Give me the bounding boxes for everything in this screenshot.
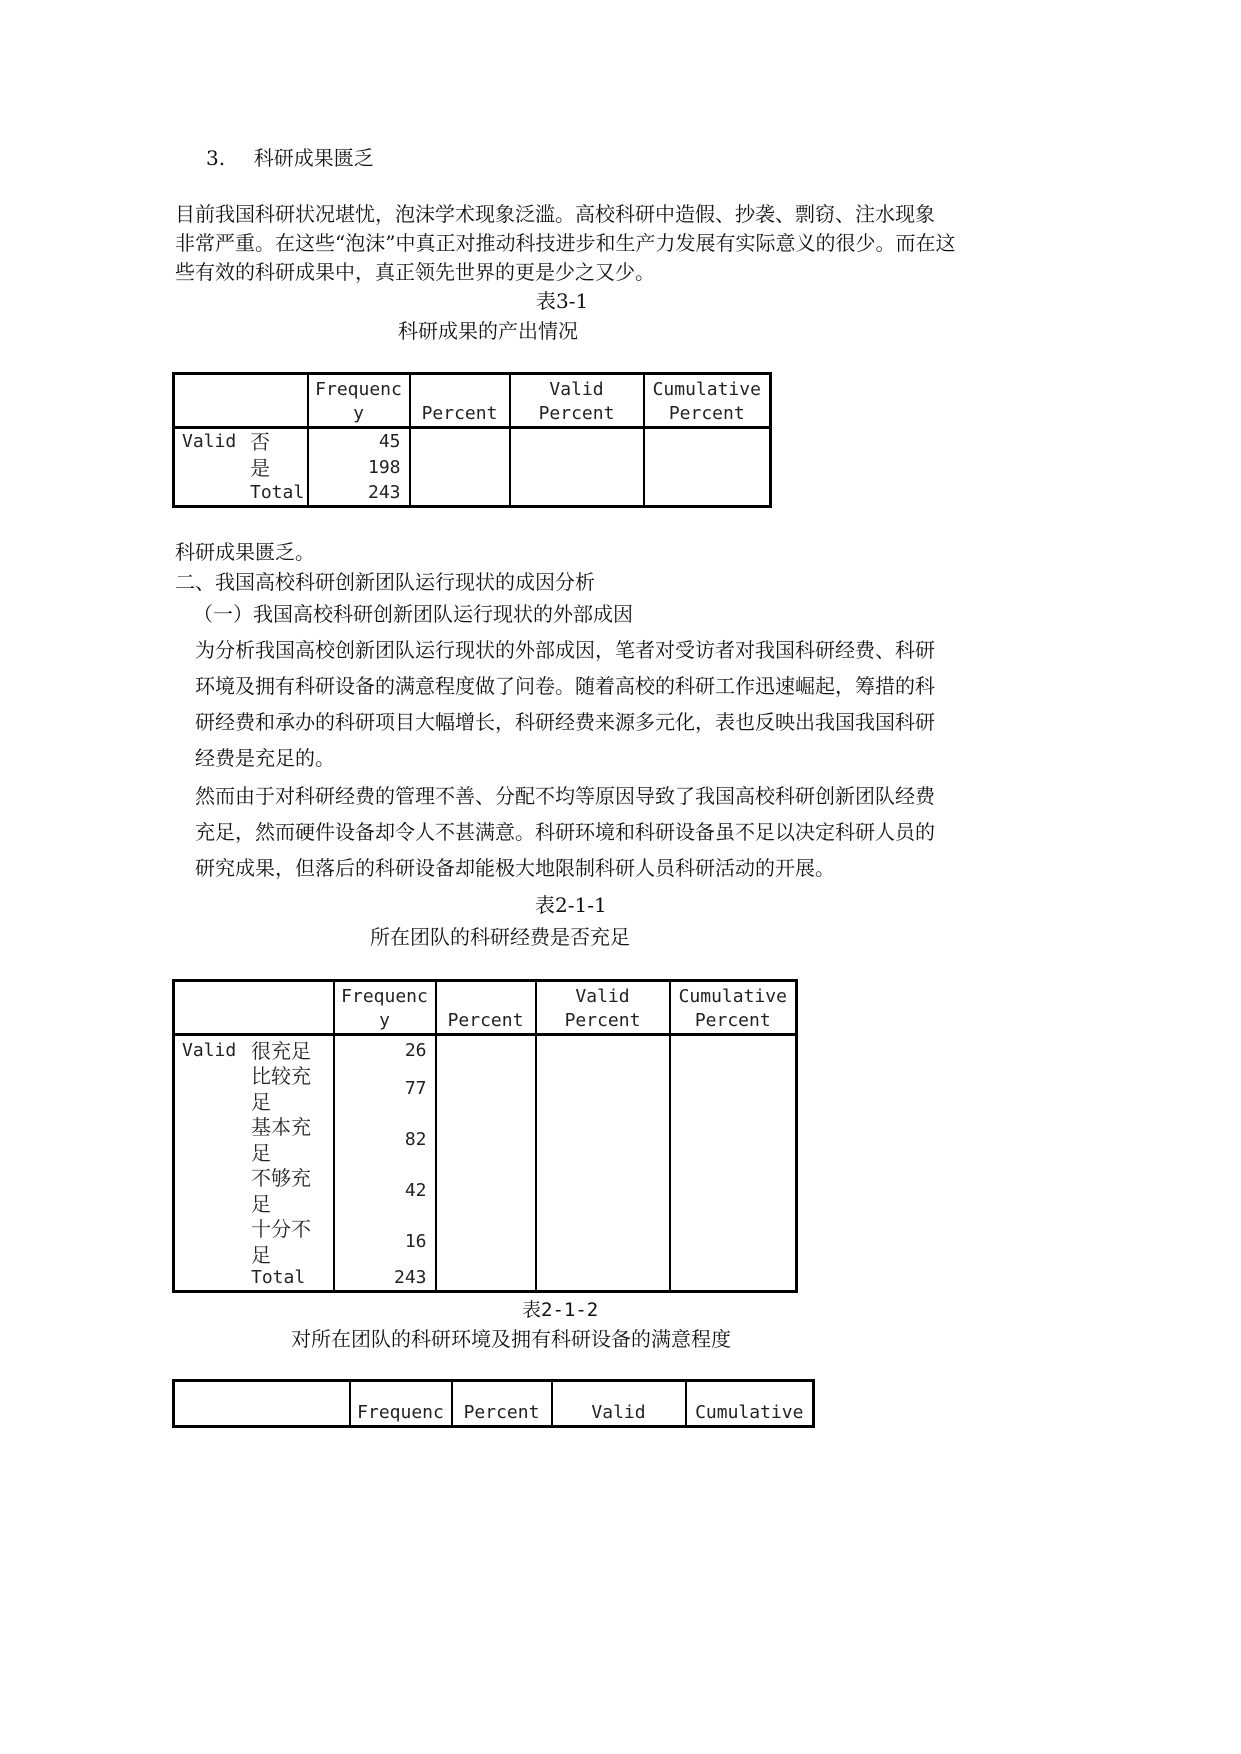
percent-values bbox=[436, 1035, 536, 1292]
freq-value: 77 bbox=[404, 1078, 427, 1099]
group-label: Valid bbox=[182, 431, 237, 452]
table-header-row bbox=[174, 981, 797, 1035]
header-valid-percent: Valid Percent bbox=[536, 981, 670, 1035]
table-number: 表2-1-1 bbox=[535, 893, 607, 917]
percent-values bbox=[410, 428, 510, 507]
row-label: 否 bbox=[250, 430, 270, 454]
valid-percent-values bbox=[510, 428, 644, 507]
header-valid-percent: Valid bbox=[552, 1381, 686, 1427]
row-label: 足 bbox=[251, 1243, 271, 1267]
freq-value: 26 bbox=[404, 1040, 427, 1061]
frequency-table bbox=[172, 1379, 815, 1428]
cumulative-values bbox=[644, 428, 771, 507]
group-label: Valid bbox=[182, 1040, 237, 1061]
table-caption: 所在团队的科研经费是否充足 bbox=[370, 925, 630, 949]
row-label: 很充足 bbox=[251, 1039, 311, 1063]
header-frequency: Frequenc bbox=[350, 1381, 452, 1427]
row-label: 基本充 bbox=[251, 1115, 311, 1139]
paragraph-line: 经费是充足的。 bbox=[195, 746, 335, 770]
paragraph-line: 非常严重。在这些“泡沫”中真正对推动科技进步和生产力发展有实际意义的很少。而在这 bbox=[175, 231, 956, 255]
row-label: 足 bbox=[251, 1090, 271, 1114]
freq-values: 45 198 243 bbox=[308, 428, 410, 507]
row-labels bbox=[174, 428, 308, 507]
freq-values bbox=[334, 1035, 436, 1292]
paragraph-line: 研经费和承办的科研项目大幅增长，科研经费来源多元化，表也反映出我国我国科研 bbox=[195, 710, 935, 734]
freq-value: 16 bbox=[404, 1231, 427, 1252]
valid-percent-values bbox=[536, 1035, 670, 1292]
freq-value: 243 bbox=[393, 1267, 427, 1288]
paragraph-line: 环境及拥有科研设备的满意程度做了问卷。随着高校的科研工作迅速崛起，筹措的科 bbox=[195, 674, 935, 698]
paragraph-line: 研究成果，但落后的科研设备却能极大地限制科研人员科研活动的开展。 bbox=[195, 856, 835, 880]
header-frequency: Frequenc y bbox=[334, 981, 436, 1035]
header-empty bbox=[174, 1381, 350, 1427]
section-number: 3. bbox=[206, 146, 226, 170]
header-percent: Percent bbox=[436, 981, 536, 1035]
row-label: 足 bbox=[251, 1141, 271, 1165]
table-row bbox=[174, 1035, 797, 1292]
header-frequency: Frequenc y bbox=[308, 374, 410, 428]
heading-2: 二、我国高校科研创新团队运行现状的成因分析 bbox=[175, 570, 595, 594]
freq-value: 82 bbox=[404, 1129, 427, 1150]
paragraph-line: 充足，然而硬件设备却令人不甚满意。科研环境和科研设备虽不足以决定科研人员的 bbox=[195, 820, 935, 844]
table-row bbox=[174, 428, 771, 507]
paragraph-line: 然而由于对科研经费的管理不善、分配不均等原因导致了我国高校科研创新团队经费 bbox=[195, 784, 935, 808]
row-label: 不够充 bbox=[251, 1166, 311, 1190]
row-label: Total bbox=[250, 482, 305, 503]
row-labels bbox=[174, 1035, 334, 1292]
row-label: Total bbox=[251, 1267, 306, 1288]
header-empty bbox=[174, 374, 308, 428]
header-valid-percent: Valid Percent bbox=[510, 374, 644, 428]
table-number: 表2-1-2 bbox=[522, 1299, 599, 1321]
freq-value: 42 bbox=[404, 1180, 427, 1201]
paragraph-line: 些有效的科研成果中，真正领先世界的更是少之又少。 bbox=[175, 260, 655, 284]
section-title: 科研成果匮乏 bbox=[253, 146, 374, 170]
cumulative-values bbox=[670, 1035, 797, 1292]
table-caption: 科研成果的产出情况 bbox=[398, 319, 578, 343]
header-cumulative-percent: Cumulative Percent bbox=[670, 981, 797, 1035]
header-percent: Percent bbox=[452, 1381, 552, 1427]
header-cumulative-percent: Cumulative Percent bbox=[644, 374, 771, 428]
table-caption: 对所在团队的科研环境及拥有科研设备的满意程度 bbox=[291, 1327, 731, 1351]
paragraph-line: 目前我国科研状况堪忧，泡沫学术现象泛滥。高校科研中造假、抄袭、剽窃、注水现象 bbox=[175, 202, 935, 226]
heading-2-1: （一）我国高校科研创新团队运行现状的外部成因 bbox=[193, 602, 633, 626]
row-label: 十分不 bbox=[251, 1217, 311, 1241]
row-label: 足 bbox=[251, 1192, 271, 1216]
paragraph-line: 科研成果匮乏。 bbox=[175, 540, 315, 564]
row-label: 比较充 bbox=[251, 1064, 311, 1088]
table-number: 表3-1 bbox=[536, 289, 589, 313]
header-cumulative-percent: Cumulative bbox=[686, 1381, 814, 1427]
header-percent: Percent bbox=[410, 374, 510, 428]
frequency-table bbox=[172, 979, 798, 1293]
header-empty bbox=[174, 981, 334, 1035]
table-header-row bbox=[174, 374, 771, 428]
frequency-table bbox=[172, 372, 772, 508]
table-header-row bbox=[174, 1381, 814, 1427]
section-heading bbox=[206, 146, 374, 170]
paragraph-line: 为分析我国高校创新团队运行现状的外部成因，笔者对受访者对我国科研经费、科研 bbox=[195, 638, 935, 662]
row-label: 是 bbox=[250, 456, 270, 480]
